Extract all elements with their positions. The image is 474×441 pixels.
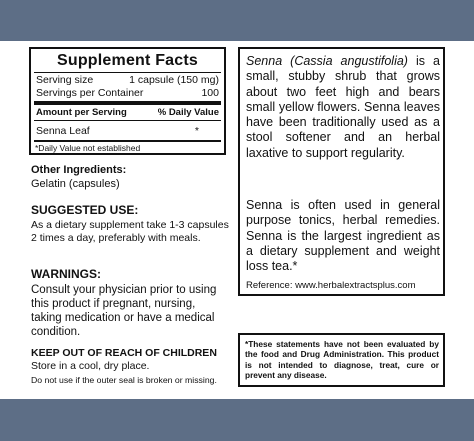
keep-out-of-reach-heading: KEEP OUT OF REACH OF CHILDREN [31, 347, 217, 359]
amount-header: Amount per Serving [36, 107, 127, 118]
storage-line1: Store in a cool, dry place. [31, 360, 150, 372]
senna-description-panel [238, 47, 445, 296]
suggested-use-line1: As a dietary supplement take 1-3 capsules [31, 219, 229, 231]
divider [34, 120, 221, 121]
warnings-line2: this product if pregnant, nursing, [31, 298, 196, 310]
ingredient-name: Senna Leaf [36, 125, 90, 137]
thick-divider [34, 101, 221, 105]
warnings-heading: WARNINGS: [31, 267, 101, 281]
fda-disclaimer-text: *These statements have not been evaluated by the food and Drug Administration. This product is not intended to diagnose, treat, cure or prevent any disease. [245, 339, 439, 380]
daily-value-note: *Daily Value not established [35, 143, 141, 153]
ingredient-daily-value: * [194, 125, 199, 137]
servings-label: Servings per Container [36, 87, 144, 99]
senna-paragraph-2: Senna is often used in general purpose tonics, herbal remedies. Senna is the largest ingredient as a dietary supplement and weight loss tea.* [246, 198, 440, 274]
other-ingredients-heading: Other Ingredients: [31, 164, 127, 176]
warnings-line4: condition. [31, 326, 81, 338]
warnings-line3: taking medication or have a medical [31, 312, 215, 324]
serving-size-label: Serving size [36, 74, 94, 86]
servings-value: 100 [201, 87, 219, 99]
fda-disclaimer-box [238, 333, 445, 387]
reference-text: Reference: www.herbalextractsplus.com [246, 280, 416, 291]
amount-header-row [36, 107, 219, 118]
ingredient-row [36, 125, 219, 137]
servings-row [36, 87, 219, 99]
senna-paragraph-1 [246, 54, 440, 161]
bottom-divider [34, 140, 221, 142]
supplement-facts-title: Supplement Facts [56, 52, 198, 69]
serving-size-value: 1 capsule (150 mg) [129, 74, 219, 86]
senna-paragraph-1-text: is a small, stubby shrub that grows about two feet high and bears small yellow flowers. Senna leaves have been traditionally used as a stool softener and an herbal laxative to support regularity. [246, 54, 440, 160]
suggested-use-line2: 2 times a day, preferably with meals. [31, 232, 201, 244]
supplement-facts-panel [29, 47, 226, 155]
senna-title: Senna (Cassia angustifolia) [246, 54, 408, 68]
warnings-line1: Consult your physician prior to using [31, 284, 217, 296]
serving-size-row [36, 74, 219, 86]
suggested-use-heading: SUGGESTED USE: [31, 203, 139, 217]
storage-line2: Do not use if the outer seal is broken or missing. [31, 375, 217, 385]
other-ingredients-text: Gelatin (capsules) [31, 178, 120, 190]
divider [34, 72, 221, 73]
top-color-band [0, 0, 474, 41]
daily-value-header: % Daily Value [157, 107, 219, 118]
bottom-color-band [0, 399, 474, 441]
